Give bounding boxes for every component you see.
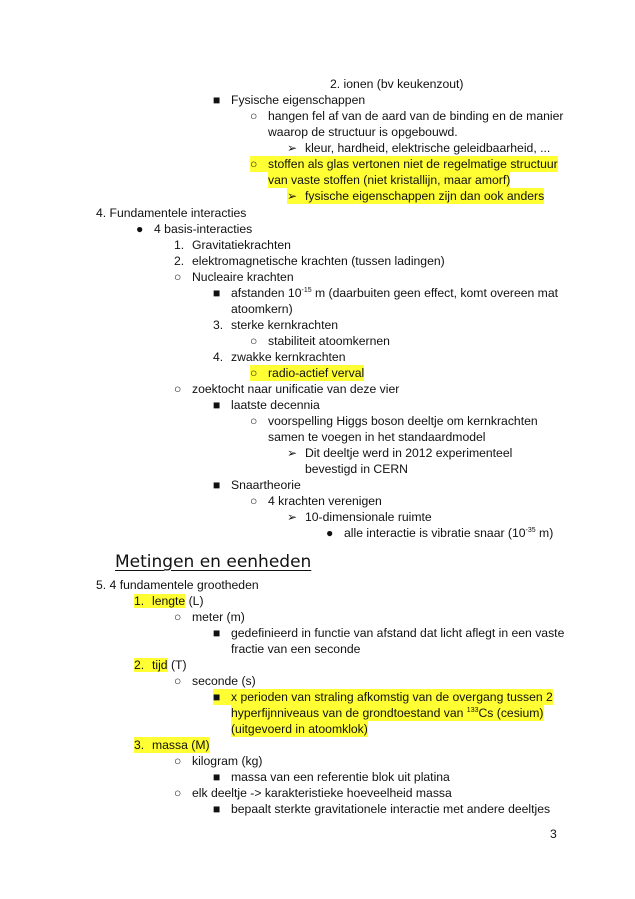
circle-bullet-icon: ○ <box>174 270 182 284</box>
circle-bullet-icon: ○ <box>250 494 258 508</box>
list-item <box>213 397 320 413</box>
list-item-text: samen te voegen in het standaardmodel <box>268 430 486 444</box>
list-item-continuation <box>231 301 293 317</box>
list-number: 4. <box>213 350 224 364</box>
list-item <box>287 509 432 525</box>
list-item-text: 4 krachten verenigen <box>268 494 382 508</box>
list-item-text: zoektocht naar unificatie van deze vier <box>192 382 400 396</box>
circle-bullet-icon: ○ <box>174 754 182 768</box>
list-item-text: lengte <box>152 594 186 608</box>
list-item-text: Snaartheorie <box>231 478 301 492</box>
list-item-continuation <box>268 429 486 445</box>
list-item-text: 4 basis-interacties <box>154 222 253 236</box>
list-item <box>174 237 291 253</box>
list-item-text: sterke kernkrachten <box>231 318 339 332</box>
list-item <box>174 785 452 801</box>
square-bullet-icon: ■ <box>213 398 221 412</box>
circle-bullet-icon: ○ <box>250 414 258 428</box>
list-item-text: bepaalt sterkte gravitationele interactie met andere deeltjes <box>231 802 551 816</box>
square-bullet-icon: ■ <box>213 690 221 704</box>
circle-bullet-icon: ○ <box>174 674 182 688</box>
list-item <box>326 525 553 541</box>
list-item-text: bevestigd in CERN <box>305 462 408 476</box>
list-item <box>250 108 563 124</box>
unit-label: (T) <box>167 658 187 672</box>
list-item-text: radio-actief verval <box>268 366 365 380</box>
list-item-text: zwakke kernkrachten <box>231 350 346 364</box>
list-item <box>287 445 512 461</box>
list-item-text: alle interactie is vibratie snaar (10 <box>344 526 526 540</box>
circle-bullet-icon: ○ <box>250 157 258 171</box>
exponent: -15 <box>301 286 312 294</box>
exponent: -35 <box>525 526 536 534</box>
unit-label: (L) <box>185 594 204 608</box>
list-item <box>250 333 390 349</box>
list-item <box>174 253 445 269</box>
circle-bullet-icon: ○ <box>174 786 182 800</box>
list-item-text: Cs (cesium) <box>478 706 544 720</box>
list-item <box>213 625 564 641</box>
highlighted-list-item <box>134 737 210 753</box>
section-heading-text: 4. Fundamentele interacties <box>96 206 247 220</box>
list-item-text: voorspelling Higgs boson deeltje om kernkrachten <box>268 414 538 428</box>
circle-bullet-icon: ○ <box>250 109 258 123</box>
list-item-text: elk deeltje -> karakteristieke hoeveelheid massa <box>192 786 452 800</box>
arrow-bullet-icon: ➢ <box>287 510 298 524</box>
square-bullet-icon: ■ <box>213 478 221 492</box>
list-item-text: Nucleaire krachten <box>192 270 294 284</box>
list-number: 3. <box>213 318 224 332</box>
list-item <box>213 769 450 785</box>
square-bullet-icon: ■ <box>213 286 221 300</box>
list-item-text: stabiliteit atoomkernen <box>268 334 390 348</box>
circle-bullet-icon: ○ <box>250 366 258 380</box>
list-item-text: waarop de structuur is opgebouwd. <box>268 125 458 139</box>
highlighted-list-item-continuation <box>231 705 544 721</box>
list-item <box>174 381 399 397</box>
list-item <box>174 269 294 285</box>
exponent: 133 <box>466 706 479 714</box>
list-item-text: laatste decennia <box>231 398 320 412</box>
square-bullet-icon: ■ <box>213 802 221 816</box>
square-bullet-icon: ■ <box>213 93 221 107</box>
arrow-bullet-icon: ➢ <box>287 446 298 460</box>
list-item-text: fractie van een seconde <box>231 642 361 656</box>
list-item-text: stoffen als glas vertonen niet de regelmatige structuur <box>268 157 558 171</box>
highlighted-list-item <box>250 365 364 381</box>
list-item-text: m (daarbuiten geen effect, komt overeen mat <box>311 286 558 300</box>
list-item-text: massa (M) <box>152 738 210 752</box>
square-bullet-icon: ■ <box>213 770 221 784</box>
list-item-text: meter (m) <box>192 610 245 624</box>
list-item <box>174 673 256 689</box>
list-item-text: Fysische eigenschappen <box>231 93 366 107</box>
arrow-bullet-icon: ➢ <box>287 189 298 203</box>
list-item-text: 10-dimensionale ruimte <box>305 510 432 524</box>
list-item-text: van vaste stoffen (niet kristallijn, maar amorf) <box>268 173 511 187</box>
list-item-text: 2. ionen (bv keukenzout) <box>330 77 464 91</box>
dot-bullet-icon: ● <box>136 222 144 236</box>
list-item-text: afstanden 10 <box>231 286 302 300</box>
list-number: 2. <box>134 658 145 672</box>
list-number: 1. <box>174 238 185 252</box>
list-item <box>213 477 301 493</box>
list-item <box>174 753 262 769</box>
list-item-text: x perioden van straling afkomstig van de overgang tussen 2 <box>231 690 553 704</box>
list-item <box>136 221 252 237</box>
arrow-bullet-icon: ➢ <box>287 141 298 155</box>
section-heading <box>96 205 246 221</box>
list-number: 2. <box>174 254 185 268</box>
list-item <box>213 801 550 817</box>
list-item-text: gedefinieerd in functie van afstand dat licht aflegt in een vaste <box>231 626 565 640</box>
section-heading <box>96 577 259 593</box>
list-number: 3. <box>134 738 145 752</box>
list-item <box>134 657 187 673</box>
list-item <box>213 349 345 365</box>
list-item-continuation <box>231 641 360 657</box>
highlighted-list-item-continuation <box>268 172 510 188</box>
list-item <box>213 285 558 301</box>
list-item <box>330 76 463 92</box>
circle-bullet-icon: ○ <box>174 382 182 396</box>
list-item-continuation <box>268 124 458 140</box>
highlighted-list-item <box>213 689 553 705</box>
list-item-continuation <box>305 461 408 477</box>
highlighted-list-item-continuation <box>231 721 368 737</box>
section-heading-text: 5. 4 fundamentele grootheden <box>96 578 259 592</box>
list-item-text: seconde (s) <box>192 674 256 688</box>
highlighted-list-item <box>250 156 558 172</box>
list-item-text: atoomkern) <box>231 302 293 316</box>
list-item-text: elektromagnetische krachten (tussen ladingen) <box>192 254 445 268</box>
list-item <box>213 317 338 333</box>
list-item-text: (uitgevoerd in atoomklok) <box>231 722 368 736</box>
highlighted-list-item <box>287 188 544 204</box>
page-heading: Metingen en eenheden <box>115 552 312 572</box>
list-item <box>213 92 365 108</box>
list-item-text: m) <box>535 526 554 540</box>
list-item-text: massa van een referentie blok uit platina <box>231 770 450 784</box>
dot-bullet-icon: ● <box>326 526 334 540</box>
list-item-text: kilogram (kg) <box>192 754 263 768</box>
circle-bullet-icon: ○ <box>174 610 182 624</box>
list-item <box>287 140 550 156</box>
list-item-text: hangen fel af van de aard van de binding en de manier <box>268 109 564 123</box>
list-number: 1. <box>134 594 145 608</box>
list-item-text: Dit deeltje werd in 2012 experimenteel <box>305 446 513 460</box>
list-item <box>250 493 382 509</box>
list-item-text: kleur, hardheid, elektrische geleidbaarheid, ... <box>305 141 551 155</box>
list-item-text: hyperfijnniveaus van de grondtoestand van <box>231 706 467 720</box>
square-bullet-icon: ■ <box>213 626 221 640</box>
page-number: 3 <box>550 827 557 841</box>
list-item <box>174 609 245 625</box>
list-item <box>250 413 538 429</box>
circle-bullet-icon: ○ <box>250 334 258 348</box>
list-item <box>134 593 204 609</box>
list-item-text: Gravitatiekrachten <box>192 238 291 252</box>
list-item-text: fysische eigenschappen zijn dan ook anders <box>305 189 545 203</box>
list-item-text: tijd <box>152 658 168 672</box>
